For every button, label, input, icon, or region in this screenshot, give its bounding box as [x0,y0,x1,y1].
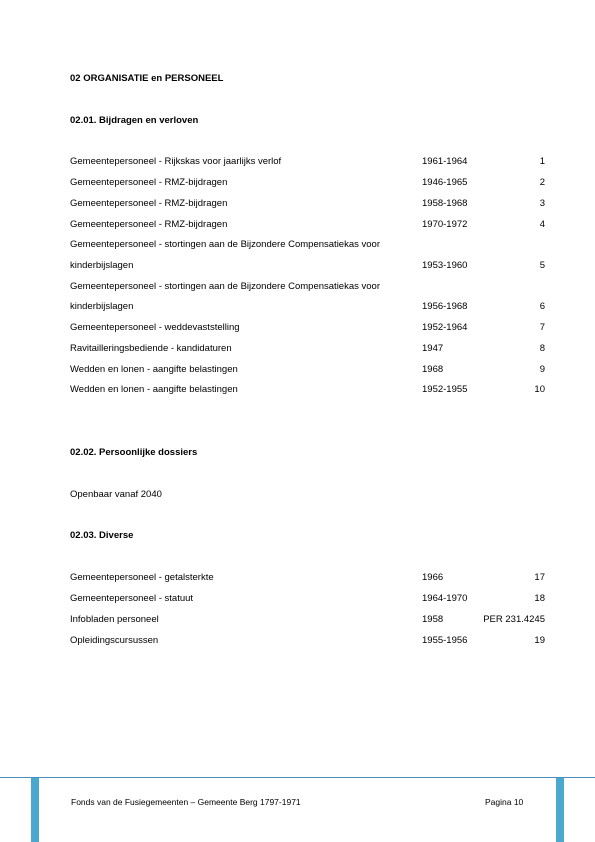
item-number: 2 [539,177,545,188]
list-item [70,301,545,315]
item-number: 5 [539,260,545,271]
item-number: 18 [534,593,545,604]
item-date: 1956-1968 [422,301,468,312]
item-title-line: Gemeentepersoneel - stortingen aan de Bijzondere Compensatiekas voor [70,281,380,292]
item-title: Opleidingscursussen [70,635,159,646]
item-date: 1953-1960 [422,260,468,271]
list-item [70,635,545,649]
item-title: Gemeentepersoneel - Rijkskas voor jaarlijks verlof [70,156,282,167]
item-title: Wedden en lonen - aangifte belastingen [70,384,238,395]
footer-divider [0,777,595,778]
item-number: 3 [539,198,545,209]
item-number: 19 [534,635,545,646]
list-item [70,260,545,274]
item-date: 1964-1970 [422,593,468,604]
item-date: 1966 [422,572,444,583]
list-item [70,156,545,170]
item-date: 1961-1964 [422,156,468,167]
item-title: Gemeentepersoneel - RMZ-bijdragen [70,219,228,230]
item-date: 1952-1964 [422,322,468,333]
list-item [70,572,545,586]
item-title: Gemeentepersoneel - RMZ-bijdragen [70,198,228,209]
footer-title: Fonds van de Fusiegemeenten – Gemeente Berg 1797-1971 [71,797,301,807]
item-title: Ravitailleringsbediende - kandidaturen [70,343,232,354]
item-title: kinderbijslagen [70,301,134,312]
item-number: 7 [539,322,545,333]
list-item [70,364,545,378]
item-number: 10 [534,384,545,395]
item-title: Infobladen personeel [70,614,159,625]
footer-bar-left [31,778,39,842]
item-number: 9 [539,364,545,375]
item-number: 1 [539,156,545,167]
section-title-bijdragen: 02.01. Bijdragen en verloven [70,115,199,126]
item-title: kinderbijslagen [70,260,134,271]
item-title: Gemeentepersoneel - getalsterkte [70,572,214,583]
list-item [70,322,545,336]
list-item [70,593,545,607]
item-date: 1968 [422,364,444,375]
list-item [70,384,545,398]
list-item [70,614,545,628]
item-number: 4 [539,219,545,230]
section-title-dossiers: 02.02. Persoonlijke dossiers [70,447,198,458]
item-date: 1958-1968 [422,198,468,209]
item-title: Wedden en lonen - aangifte belastingen [70,364,238,375]
list-item [70,198,545,212]
footer-bar-right [556,778,564,842]
access-note: Openbaar vanaf 2040 [70,489,162,500]
item-number: 6 [539,301,545,312]
item-title: Gemeentepersoneel - RMZ-bijdragen [70,177,228,188]
list-item [70,177,545,191]
item-number: 8 [539,343,545,354]
item-title: Gemeentepersoneel - weddevaststelling [70,322,240,333]
item-date: 1947 [422,343,444,354]
section-title-diverse: 02.03. Diverse [70,530,134,541]
item-date: 1946-1965 [422,177,468,188]
item-date: 1955-1956 [422,635,468,646]
item-date: 1958 [422,614,444,625]
item-title: Gemeentepersoneel - statuut [70,593,194,604]
item-title-line: Gemeentepersoneel - stortingen aan de Bijzondere Compensatiekas voor [70,239,380,250]
item-number: 17 [534,572,545,583]
item-date: 1970-1972 [422,219,468,230]
item-number: PER 231.4245 [483,614,545,625]
list-item [70,219,545,233]
page-number: Pagina 10 [485,797,524,807]
item-date: 1952-1955 [422,384,468,395]
list-item [70,343,545,357]
document-heading: 02 ORGANISATIE en PERSONEEL [70,73,224,84]
